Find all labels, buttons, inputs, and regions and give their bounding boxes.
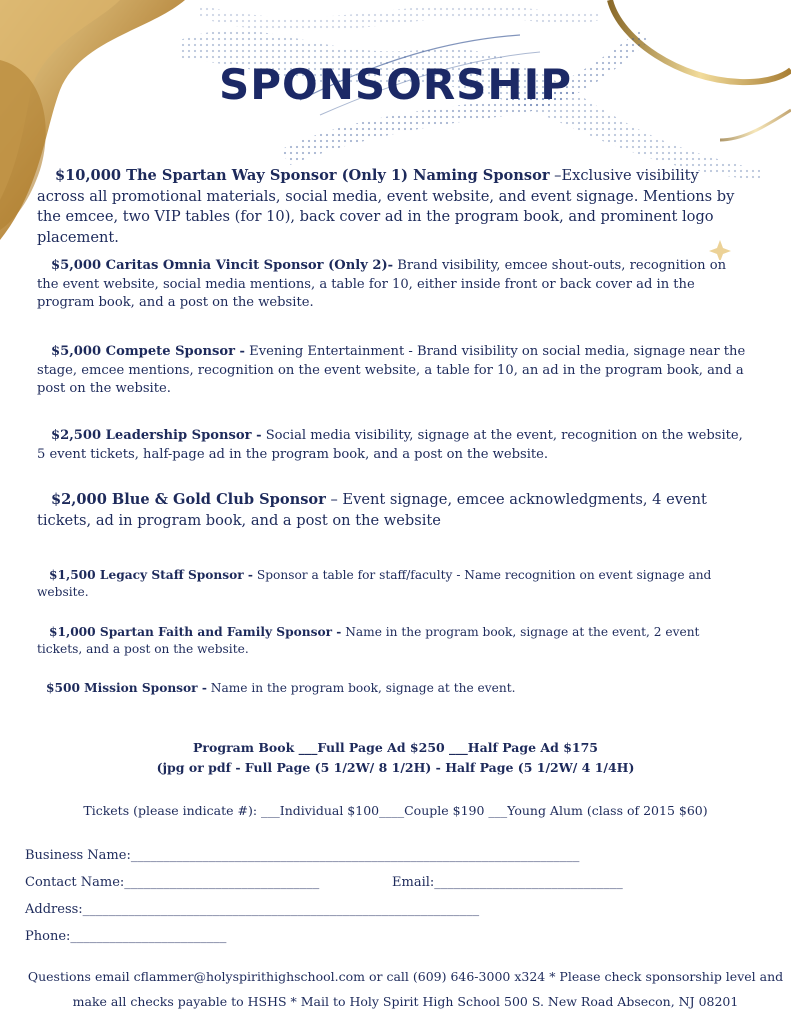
sponsor-level-6: [37, 567, 747, 602]
sponsor-name: $1,000 Spartan Faith and Family Sponsor -: [49, 625, 342, 639]
sponsor-name: $10,000 The Spartan Way Sponsor (Only 1) Naming Sponsor: [55, 167, 550, 184]
sponsor-desc: Sponsor a table for staff/faculty - Name recognition on event signage and website.: [37, 568, 712, 600]
sponsor-desc: –Exclusive visibility across all promotional materials, social media, event website, and event signage. Mentions by the emcee, two VIP tables (for 10), back cover ad in the program book, and prominent logo placement.: [37, 167, 735, 247]
sponsor-name: $1,500 Legacy Staff Sponsor -: [49, 568, 253, 582]
email-field: Email:_____________________________: [392, 875, 623, 890]
sponsor-level-1: [37, 166, 747, 249]
sponsor-name: $500 Mission Sponsor -: [46, 681, 207, 695]
sponsor-name: $5,000 Caritas Omnia Vincit Sponsor (Only 2)-: [51, 258, 394, 273]
page-title: SPONSORSHIP: [219, 60, 572, 109]
tickets-line: Tickets (please indicate #): ___Individual $100____Couple $190 ___Young Alum (class of 2015 $60): [83, 803, 708, 818]
sponsor-level-8: [37, 680, 747, 697]
footer-contact-line: Questions email cflammer@holyspirithighschool.com or call (609) 646-3000 x324 * Please check sponsorship level and: [27, 969, 784, 984]
contact-name-field: Contact Name:______________________________: [25, 875, 320, 890]
sponsor-desc: Evening Entertainment - Brand visibility on social media, signage near the stage, emcee mentions, recognition on the event website, a table for 10, an ad in the program book, and a post on the website.: [37, 344, 746, 397]
business-name-field: Business Name:_____________________________________________________________________: [25, 848, 580, 863]
sponsor-level-7: [37, 624, 747, 659]
sponsor-desc: Name in the program book, signage at the event.: [206, 681, 516, 695]
sponsor-desc: Social media visibility, signage at the event, recognition on the website, 5 event tickets, half-page ad in the program book, and a post on the website.: [37, 428, 743, 462]
phone-field: Phone:________________________: [25, 929, 227, 944]
sponsor-level-2: [37, 257, 747, 313]
sponsor-level-4: [37, 427, 747, 464]
sponsor-name: $2,000 Blue & Gold Club Sponsor: [51, 491, 326, 508]
address-field: Address:_____________________________________________________________: [25, 902, 480, 917]
sponsor-name: $2,500 Leadership Sponsor -: [51, 428, 262, 443]
sponsor-name: $5,000 Compete Sponsor -: [51, 344, 245, 359]
sponsor-level-3: [37, 343, 747, 399]
sponsor-desc: Name in the program book, signage at the event, 2 event tickets, and a post on the website.: [37, 625, 700, 657]
footer-mail-line: make all checks payable to HSHS * Mail to Holy Spirit High School 500 S. New Road Absecon, NJ 08201: [72, 994, 739, 1009]
sponsor-level-5: [37, 490, 747, 531]
sponsor-desc: – Event signage, emcee acknowledgments, 4 event tickets, ad in program book, and a post on the website: [37, 491, 707, 529]
sponsor-desc: Brand visibility, emcee shout-outs, recognition on the event website, social media mentions, a table for 10, either inside front or back cover ad in the program book, and a post on the website.: [37, 258, 727, 311]
program-book-sizes: (jpg or pdf - Full Page (5 1/2W/ 8 1/2H) - Half Page (5 1/2W/ 4 1/4H): [156, 760, 635, 775]
program-book-options: Program Book ___Full Page Ad $250 ___Half Page Ad $175: [193, 740, 598, 755]
